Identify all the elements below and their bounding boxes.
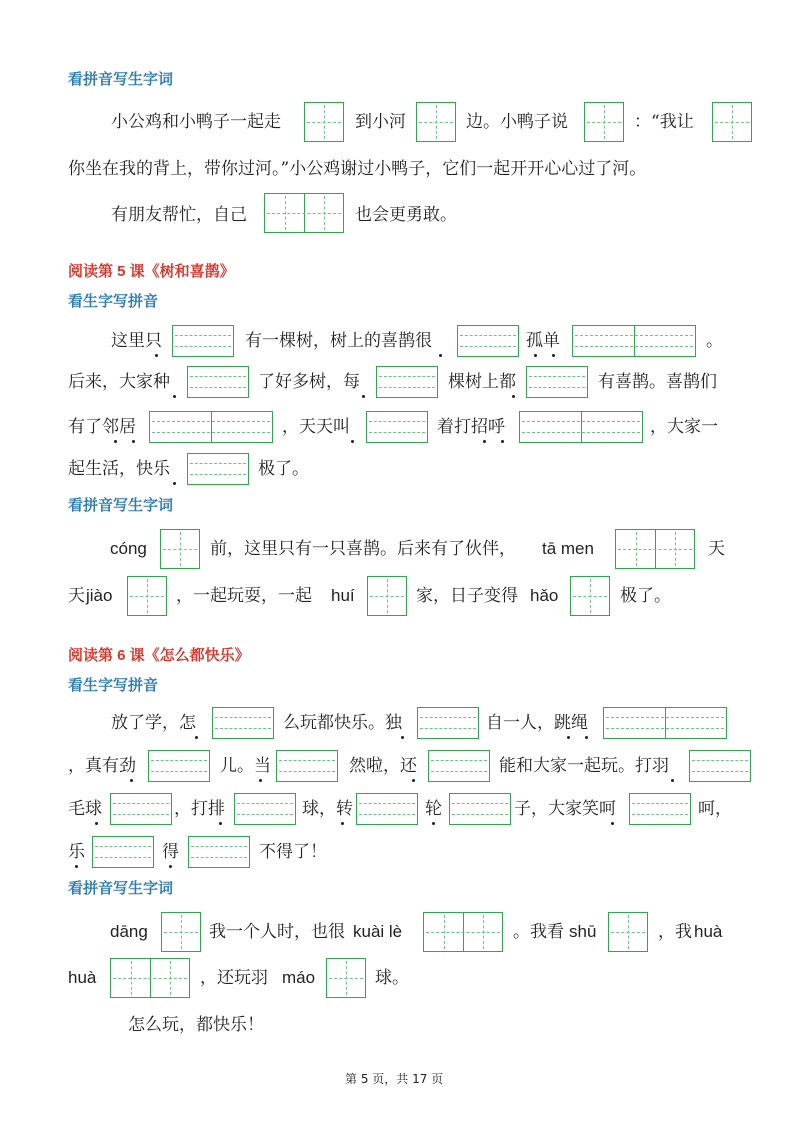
text-line: 呵， [698,799,732,819]
pinyin-prompt: dāng [110,922,148,941]
emphasis-dot [169,865,172,868]
text-line: 能和大家一起玩。打羽 [499,756,669,776]
text-line: ，天天叫 [282,417,350,437]
text-line: 有一棵树，树上的喜鹊很 [245,331,432,351]
text-line: 。我看 [513,922,564,942]
emphasis-dot [534,354,537,357]
pinyin-answer-box[interactable] [276,750,338,782]
text-line: 家，日子变得 [416,586,518,606]
emphasis-dot [114,440,117,443]
section-heading-chars-to-pinyin: 看生字写拼音 [68,677,159,694]
text-line: 我一个人时，也很 [209,922,345,942]
emphasis-dot [173,482,176,485]
text-line: 极了。 [620,586,671,606]
text-line: 子，大家笑呵 [514,799,616,819]
emphasis-dot [362,395,365,398]
text-line: 轮 [425,799,442,819]
char-answer-box[interactable] [367,576,407,616]
text-line: ：“我让 [634,112,694,132]
section-heading-pinyin-to-chars: 看拼音写生字词 [68,497,174,514]
emphasis-dot [155,354,158,357]
word-answer-box[interactable] [110,958,190,998]
emphasis-dot [132,440,135,443]
text-line: 有了邻居 [68,417,136,437]
emphasis-dot [611,822,614,825]
emphasis-dot [567,736,570,739]
text-line: 孤单 [526,331,560,351]
emphasis-dot [401,736,404,739]
emphasis-dot [75,865,78,868]
text-line: 天 [708,539,725,559]
text-line: 乐 [68,842,85,862]
emphasis-dot [552,354,555,357]
lesson-title: 阅读第 5 课《树和喜鹊》 [68,263,235,280]
page-number: 第 5 页，共 17 页 [345,1072,444,1086]
text-line: 得 [162,842,179,862]
char-answer-box[interactable] [416,102,456,142]
text-line: ，一起玩耍，一起 [176,586,312,606]
text-line: 棵树上都 [448,372,516,392]
word-answer-box[interactable] [615,529,695,569]
char-answer-box[interactable] [127,576,167,616]
char-answer-box[interactable] [608,912,648,952]
emphasis-dot [219,822,222,825]
text-line: ，真有劲 [68,756,136,776]
char-answer-box[interactable] [161,912,201,952]
emphasis-dot [501,440,504,443]
text-line: 了好多树，每 [258,372,360,392]
text-line: 天 [68,586,85,606]
pinyin-answer-box[interactable] [376,366,438,398]
pinyin-prompt: tā men [542,539,594,558]
emphasis-dot [412,779,415,782]
text-line: 毛球 [68,799,102,819]
text-line: 你坐在我的背上，带你过河。”小公鸡谢过小鸭子，它们一起开开心心过了河。 [68,159,647,179]
text-line: 儿。当 [220,756,271,776]
text-line: 到小河 [355,112,406,132]
text-line: 怎么玩，都快乐！ [128,1015,264,1035]
emphasis-dot [195,736,198,739]
pinyin-answer-box-double[interactable] [149,411,273,443]
text-line: 然啦，还 [349,756,417,776]
emphasis-dot [351,440,354,443]
pinyin-answer-box[interactable] [92,836,154,868]
emphasis-dot [259,779,262,782]
pinyin-answer-box[interactable] [148,750,210,782]
text-line: 球，转 [302,799,353,819]
pinyin-prompt: máo [282,968,316,987]
text-line: 边。小鸭子说 [466,112,568,132]
emphasis-dot [512,395,515,398]
pinyin-answer-box[interactable] [234,793,296,825]
pinyin-answer-box[interactable] [457,325,519,357]
pinyin-answer-box[interactable] [110,793,172,825]
pinyin-answer-box[interactable] [689,750,751,782]
pinyin-answer-box[interactable] [356,793,418,825]
pinyin-prompt: kuài lè [353,922,403,941]
word-answer-box[interactable] [264,193,344,233]
text-line: 放了学，怎 [111,713,196,733]
text-line: ，我 [658,922,692,942]
emphasis-dot [671,779,674,782]
lesson-title: 阅读第 6 课《怎么都快乐》 [68,647,250,664]
text-line: 自一人，跳绳 [486,713,588,733]
char-answer-box[interactable] [326,958,366,998]
text-line: 有喜鹊。喜鹊们 [598,372,717,392]
text-line: 球。 [375,968,409,988]
emphasis-dot [439,354,442,357]
text-line: 有朋友帮忙，自己 [111,205,247,225]
section-heading-pinyin-to-chars: 看拼音写生字词 [68,880,174,897]
pinyin-answer-box[interactable] [187,366,249,398]
text-line: 么玩都快乐。独 [283,713,402,733]
pinyin-prompt: hǎo [530,586,559,605]
text-line: 着打招呼 [437,417,505,437]
section-heading-chars-to-pinyin: 看生字写拼音 [68,293,159,310]
text-line: 这里只 [111,331,162,351]
emphasis-dot [341,822,344,825]
text-line: 后来，大家种 [68,372,170,392]
text-line: 不得了！ [259,842,327,862]
pinyin-answer-box[interactable] [428,750,490,782]
emphasis-dot [130,779,133,782]
word-answer-box[interactable] [423,912,503,952]
pinyin-answer-box[interactable] [366,411,428,443]
text-line: 。 [706,331,723,351]
text-line: ，还玩羽 [200,968,268,988]
text-line: ，打排 [174,799,225,819]
pinyin-prompt: jiào [86,586,113,605]
pinyin-answer-box-double[interactable] [603,707,727,739]
pinyin-answer-box[interactable] [449,793,511,825]
pinyin-answer-box[interactable] [417,707,479,739]
emphasis-dot [173,395,176,398]
pinyin-answer-box[interactable] [629,793,691,825]
text-line: 极了。 [258,459,309,479]
pinyin-answer-box-double[interactable] [572,325,696,357]
pinyin-answer-box[interactable] [526,366,588,398]
pinyin-answer-box[interactable] [187,453,249,485]
text-line: 前，这里只有一只喜鹊。后来有了伙伴， [210,539,516,559]
emphasis-dot [95,822,98,825]
pinyin-prompt: huà [68,968,97,987]
pinyin-answer-box-double[interactable] [519,411,643,443]
section-heading-pinyin-to-chars: 看拼音写生字词 [68,71,174,88]
pinyin-answer-box[interactable] [212,707,274,739]
char-answer-box[interactable] [160,529,200,569]
pinyin-prompt: huí [331,586,355,605]
char-answer-box[interactable] [304,102,344,142]
text-line: ，大家一 [650,417,718,437]
pinyin-prompt: cóng [110,539,147,558]
pinyin-prompt: huà [694,922,723,941]
text-line: 起生活，快乐 [68,459,170,479]
emphasis-dot [585,736,588,739]
pinyin-answer-box[interactable] [188,836,250,868]
pinyin-answer-box[interactable] [172,325,234,357]
text-line: 小公鸡和小鸭子一起走 [111,112,281,132]
text-line: 也会更勇敢。 [355,205,457,225]
char-answer-box[interactable] [570,576,610,616]
char-answer-box[interactable] [584,102,624,142]
emphasis-dot [432,822,435,825]
emphasis-dot [483,440,486,443]
pinyin-prompt: shū [569,922,597,941]
char-answer-box[interactable] [712,102,752,142]
